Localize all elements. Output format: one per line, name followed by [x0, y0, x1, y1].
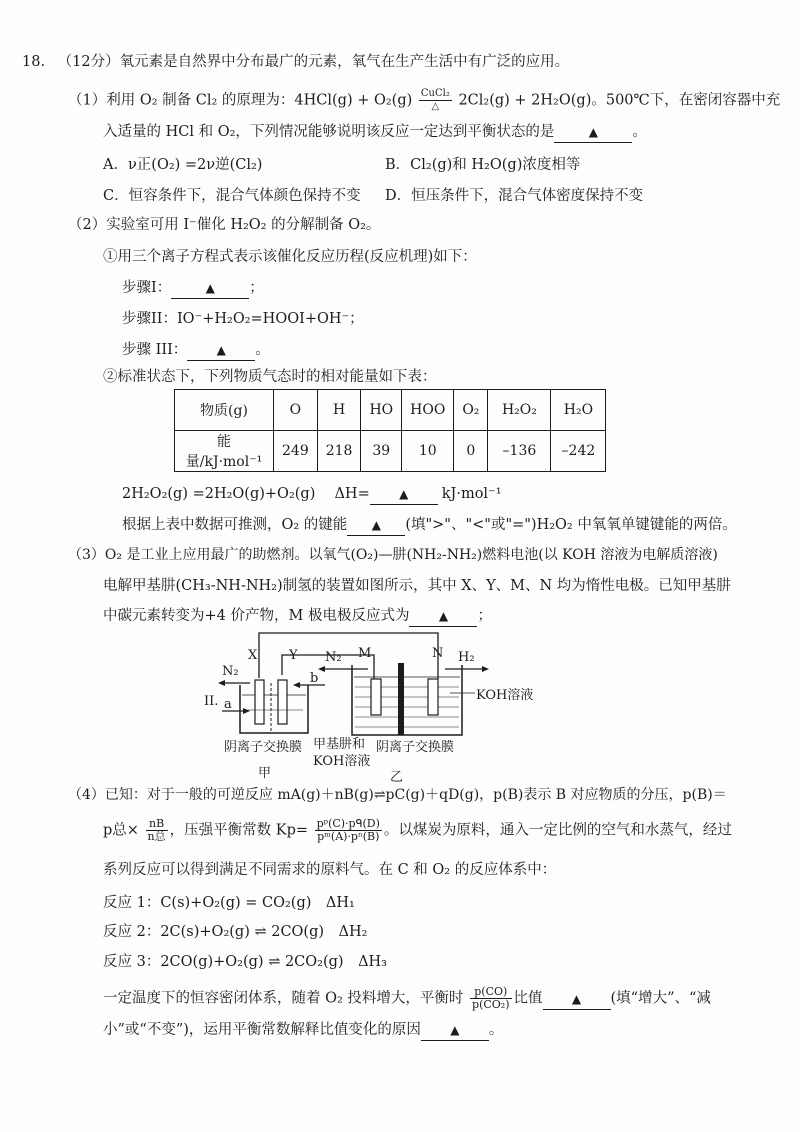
table-cell: H	[317, 390, 361, 431]
membrane-yi	[398, 663, 404, 735]
bond-energy-line	[122, 515, 737, 536]
label-n2-left: N₂	[222, 664, 239, 679]
ratio-denominator: p(CO₂)	[472, 998, 510, 1011]
p1-equation-left: （1）利用 O₂ 制备 Cl₂ 的原理为：4HCl(g) + O₂(g)	[68, 92, 413, 109]
label-n: N	[432, 646, 444, 661]
table-row	[175, 431, 606, 472]
option-c: C．恒容条件下，混合气体颜色保持不变	[103, 188, 361, 204]
label-y: Y	[289, 648, 298, 663]
label-n2-mid: N₂	[325, 650, 342, 665]
table-cell: 物质(g)	[175, 390, 274, 431]
label-a: a	[224, 697, 232, 712]
p4-reason-end: 。	[488, 1022, 504, 1038]
step2-line: 步骤II：IO⁻+H₂O₂=HOOI+OH⁻；	[122, 311, 364, 327]
step3-label: 步骤 III：	[122, 342, 188, 358]
table-cell: HOO	[402, 390, 454, 431]
answer-blank[interactable]: ▲	[370, 484, 438, 505]
p1-line2	[103, 122, 647, 143]
question-header	[22, 52, 569, 72]
p4-reason-line	[103, 1020, 503, 1041]
step3-end: 。	[255, 342, 270, 358]
ratio-fraction	[470, 986, 511, 1011]
label-jia: 甲	[258, 766, 272, 781]
electrode-m	[371, 679, 381, 715]
table-cell: O	[274, 390, 318, 431]
a-arrowhead	[243, 708, 250, 714]
label-koh: KOH溶液	[476, 688, 534, 703]
table-cell: HO	[361, 390, 402, 431]
pb-prefix: p总×	[103, 822, 139, 839]
question-number: 18.	[22, 54, 46, 70]
option-d: D．恒压条件下，混合气体密度保持不变	[385, 188, 644, 204]
kp-text: ，压强平衡常数 Kp=	[169, 822, 309, 839]
dh-line	[122, 484, 502, 505]
kp-fraction	[315, 818, 382, 843]
p1-period: 。	[632, 124, 647, 140]
answer-blank[interactable]: ▲	[554, 122, 632, 143]
bond-text-b: (填">"、"<"或"=")H₂O₂ 中氧氧单键键能的两倍。	[405, 517, 737, 533]
label-h2: H₂	[458, 650, 475, 665]
option-a: A．ν正(O₂) =2ν逆(Cl₂)	[103, 157, 263, 173]
label-x: X	[248, 648, 258, 663]
pb-denominator: n总	[147, 830, 166, 843]
p3-end: ；	[477, 608, 492, 624]
p4-line2-tail: 。以煤炭为原料，通入一定比例的空气和水蒸气，经过	[383, 822, 732, 839]
heat-label: △	[431, 101, 440, 112]
electrode-x	[255, 680, 264, 724]
p3-line1: （3）O₂ 是工业上应用最广的助燃剂。以氧气(O₂)—肼(NH₂-NH₂)燃料电池(以 KOH 溶液为电解质溶液)	[68, 547, 718, 563]
p3-line3	[103, 606, 492, 627]
dh-unit: kJ·mol⁻¹	[441, 486, 502, 502]
option-b: B．Cl₂(g)和 H₂O(g)浓度相等	[385, 157, 581, 173]
label-solution-1: 甲基肼和	[313, 737, 366, 752]
table-cell: –136	[488, 431, 551, 472]
table-cell: 0	[454, 431, 488, 472]
step3-line	[122, 340, 270, 361]
reaction-3: 反应 3：2CO(g)+O₂(g) ⇌ 2CO₂(g) ΔH₃	[103, 954, 387, 970]
p4-reason-text: 小”或“不变”)，运用平衡常数解释比值变化的原因	[103, 1022, 421, 1038]
p4-last-line	[103, 986, 711, 1011]
label-membrane-left: 阴离子交换膜	[224, 740, 303, 755]
reaction-2: 反应 2：2C(s)+O₂(g) ⇌ 2CO(g) ΔH₂	[103, 924, 368, 940]
bond-text-a: 根据上表中数据可推测，O₂ 的键能	[122, 517, 348, 533]
ratio-numerator: p(CO)	[470, 986, 511, 999]
table-cell: 249	[274, 431, 318, 472]
b-arrowhead	[293, 682, 300, 688]
table-cell: –242	[551, 431, 606, 472]
p2-sub2: ②标准状态下，下列物质气态时的相对能量如下表：	[103, 369, 437, 385]
p4-line3: 系列反应可以得到满足不同需求的原料气。在 C 和 O₂ 的反应体系中：	[103, 862, 557, 878]
label-ii: II.	[204, 694, 219, 709]
h2-arrowhead	[482, 666, 489, 672]
reaction-1: 反应 1：C(s)+O₂(g) = CO₂(g) ΔH₁	[103, 895, 355, 911]
p3-question: 中碳元素转变为+4 价产物，M 极电极反应式为	[103, 608, 410, 624]
p4-line2	[103, 818, 732, 843]
p1-question-text: 入适量的 HCl 和 O₂，下列情况能够说明该反应一定达到平衡状态的是	[103, 124, 555, 140]
pb-fraction	[146, 818, 168, 843]
electrode-n	[428, 679, 438, 715]
catalyst-arrow	[419, 88, 452, 113]
table-cell: H₂O	[551, 390, 606, 431]
question-points: （12分）	[57, 54, 120, 70]
p4-line1: （4）已知：对于一般的可逆反应 mA(g)＋nB(g)⇌pC(g)＋qD(g)，p(B)表示 B 对应物质的分压，p(B)＝	[68, 787, 727, 803]
answer-blank[interactable]: ▲	[347, 515, 405, 536]
answer-blank[interactable]: ▲	[409, 606, 477, 627]
answer-blank[interactable]: ▲	[421, 1020, 489, 1041]
step1-line	[122, 278, 264, 299]
p3-line2: 电解甲基肼(CH₃-NH-NH₂)制氢的装置如图所示，其中 X、Y、M、N 均为惰性电极。已知甲基肼	[103, 578, 731, 594]
p1-line1	[68, 88, 780, 113]
electrode-y	[278, 680, 287, 724]
p4-fill-hint: (填“增大”、“减	[610, 990, 711, 1007]
label-membrane-right: 阴离子交换膜	[376, 740, 455, 755]
table-row	[175, 390, 606, 431]
kp-denominator: pᵐ(A)·pⁿ(B)	[317, 830, 380, 843]
table-cell: 10	[402, 431, 454, 472]
cell-yi	[352, 665, 462, 735]
question-stem: 氧元素是自然界中分布最广的元素，氧气在生产生活中有广泛的应用。	[119, 54, 570, 70]
table-cell: O₂	[454, 390, 488, 431]
table-cell: 能量/kJ·mol⁻¹	[175, 431, 274, 472]
energy-table	[174, 389, 606, 472]
step1-end: ；	[249, 280, 264, 296]
p2-sub1: ①用三个离子方程式表示该催化反应历程(反应机理)如下：	[103, 249, 477, 265]
label-b: b	[310, 671, 319, 686]
cell-jia	[240, 685, 308, 733]
pb-numerator: nB	[146, 818, 168, 831]
ratio-label: 比值	[513, 990, 543, 1007]
label-yi: 乙	[390, 770, 404, 785]
catalyst-label: CuCl₂	[420, 88, 450, 99]
p4-last-text: 一定温度下的恒容密闭体系，随着 O₂ 投料增大，平衡时	[103, 990, 464, 1007]
table-cell: H₂O₂	[488, 390, 551, 431]
kp-numerator: pᵖ(C)·pᑫ(D)	[316, 817, 380, 830]
dh-equation: 2H₂O₂(g) =2H₂O(g)+O₂(g) ΔH=	[122, 486, 370, 502]
answer-blank[interactable]: ▲	[187, 340, 255, 361]
step1-label: 步骤I：	[122, 280, 172, 296]
label-m: M	[358, 646, 372, 661]
label-solution-2: KOH溶液	[313, 754, 371, 769]
answer-blank[interactable]: ▲	[171, 278, 249, 299]
answer-blank[interactable]: ▲	[543, 989, 611, 1010]
table-cell: 39	[361, 431, 402, 472]
n2-mid-arrowhead	[318, 666, 325, 672]
n2-out-arrowhead	[218, 680, 225, 686]
p1-equation-right: 2Cl₂(g) + 2H₂O(g)。500℃下，在密闭容器中充	[458, 92, 781, 109]
p2-intro: （2）实验室可用 I⁻催化 H₂O₂ 的分解制备 O₂。	[68, 217, 381, 233]
table-cell: 218	[317, 431, 361, 472]
